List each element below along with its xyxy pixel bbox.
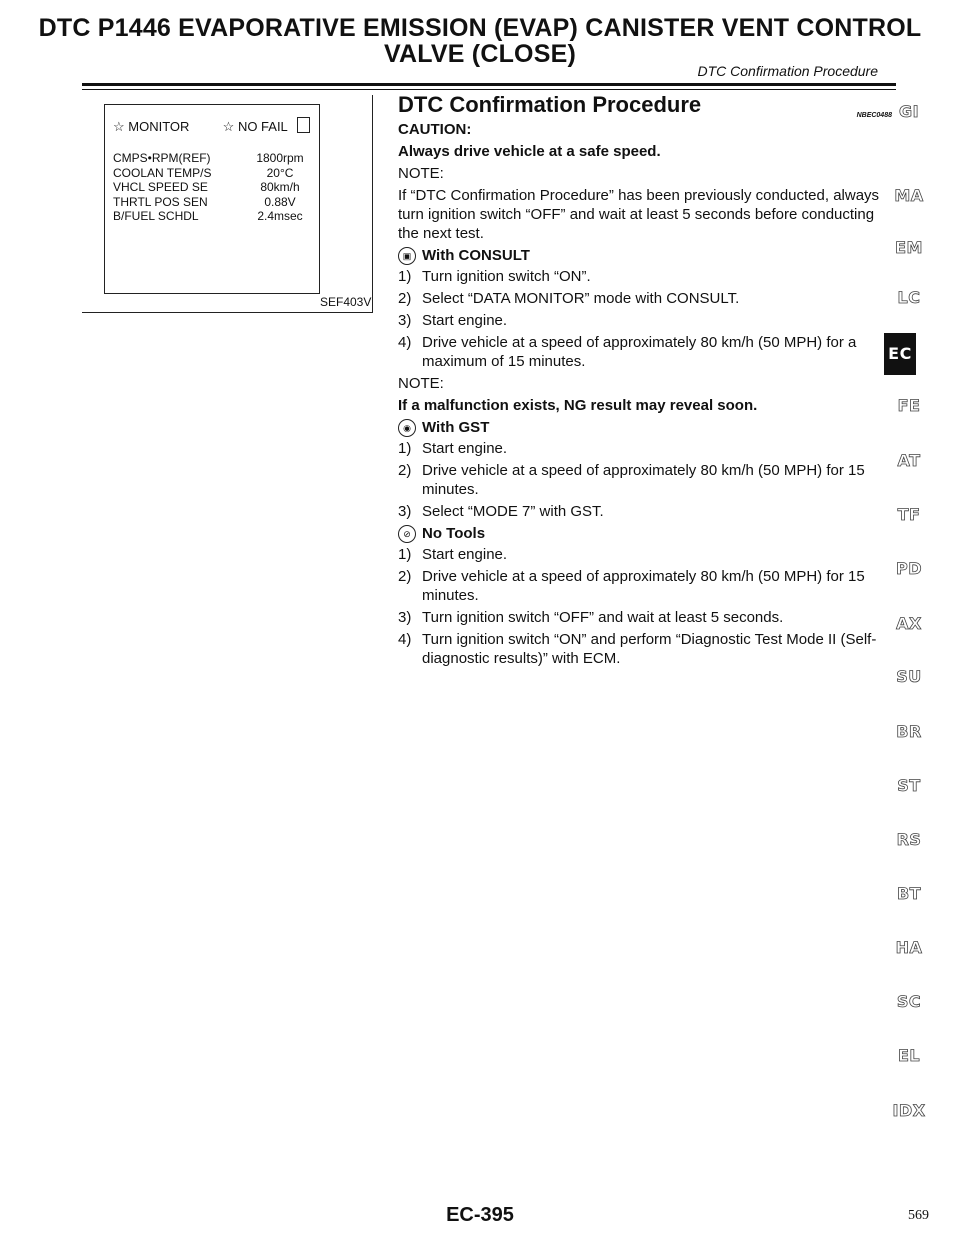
procedure-step: 1) Turn ignition switch “ON”. xyxy=(398,267,896,286)
consult-title-text: With CONSULT xyxy=(422,247,530,264)
monitor-item-name: THRTL POS SEN xyxy=(113,194,208,209)
no-tools-section-title xyxy=(398,524,896,543)
gst-icon: ◉ xyxy=(398,419,416,437)
monitor-item-value: 20°C xyxy=(266,165,294,180)
procedure-step: 3) Turn ignition switch “OFF” and wait at least 5 seconds. xyxy=(398,608,896,627)
step-text: Select “DATA MONITOR” mode with CONSULT. xyxy=(422,290,740,307)
step-text: Start engine. xyxy=(422,312,508,329)
procedure-step: 2) Drive vehicle at a speed of approximately 80 km/h (50 MPH) for 15 minutes. xyxy=(398,567,896,605)
caution-text: Always drive vehicle at a safe speed. xyxy=(398,143,661,160)
tab-rs[interactable]: RS xyxy=(896,830,922,849)
gst-title-text: With GST xyxy=(422,419,490,436)
note-text: If a malfunction exists, NG result may reveal soon. xyxy=(398,397,758,414)
caution-label: CAUTION: xyxy=(398,121,472,138)
monitor-label: ☆ MONITOR xyxy=(113,119,190,134)
tab-sc[interactable]: SC xyxy=(896,992,922,1011)
tab-idx[interactable]: IDX xyxy=(892,1101,926,1120)
procedure-step: 1) Start engine. xyxy=(398,545,896,564)
step-text: Drive vehicle at a speed of approximately 80 km/h (50 MPH) for 15 minutes. xyxy=(422,462,865,498)
monitor-header xyxy=(113,117,310,135)
monitor-row xyxy=(113,195,315,210)
page-code: EC-395 xyxy=(446,1204,514,1226)
tab-ax[interactable]: AX xyxy=(896,614,922,633)
tab-br[interactable]: BR xyxy=(896,722,922,741)
monitor-row xyxy=(113,209,315,224)
monitor-row xyxy=(113,166,315,181)
note-text: If “DTC Confirmation Procedure” has been previously conducted, always turn ignition switch “OFF” and wait at least 5 seconds before conducting the next test. xyxy=(398,187,880,242)
procedure-step: 4) Drive vehicle at a speed of approximately 80 km/h (50 MPH) for a maximum of 15 minutes. xyxy=(398,333,896,371)
tab-ec-active[interactable]: EC xyxy=(884,333,916,375)
procedure-step: 4) Turn ignition switch “ON” and perform “Diagnostic Test Mode II (Self-diagnostic results)” with ECM. xyxy=(398,630,896,668)
monitor-item-value: 0.88V xyxy=(264,194,296,209)
no-fail-label: ☆ NO FAIL xyxy=(222,119,288,134)
figure-id: SEF403V xyxy=(320,295,372,309)
monitor-item-name: CMPS•RPM(REF) xyxy=(113,151,211,165)
reference-code: NBEC0488 xyxy=(856,112,892,119)
section-heading: DTC Confirmation Procedure xyxy=(398,92,702,117)
tab-su[interactable]: SU xyxy=(896,667,922,686)
monitor-item-name: VHCL SPEED SE xyxy=(113,180,208,194)
note-label: NOTE: xyxy=(398,375,444,392)
tab-st[interactable]: ST xyxy=(897,776,921,795)
procedure-step: 3) Start engine. xyxy=(398,311,896,330)
step-text: Start engine. xyxy=(422,440,508,457)
procedure-step: 2) Select “DATA MONITOR” mode with CONSULT. xyxy=(398,289,896,308)
step-text: Drive vehicle at a speed of approximately 80 km/h (50 MPH) for 15 minutes. xyxy=(422,568,865,604)
section-subtitle: DTC Confirmation Procedure xyxy=(697,63,878,79)
monitor-item-name: COOLAN TEMP/S xyxy=(113,165,212,180)
procedure-step: 3) Select “MODE 7” with GST. xyxy=(398,502,896,521)
procedure-step: 2) Drive vehicle at a speed of approximately 80 km/h (50 MPH) for 15 minutes. xyxy=(398,461,896,499)
tab-gi[interactable]: GI xyxy=(898,102,920,121)
page-number: 569 xyxy=(908,1208,929,1223)
step-text: Turn ignition switch “ON”. xyxy=(422,268,591,285)
consult-icon: ▣ xyxy=(398,247,416,265)
procedure-step: 1) Start engine. xyxy=(398,439,896,458)
tab-em[interactable]: EM xyxy=(895,238,923,257)
step-text: Turn ignition switch “ON” and perform “Diagnostic Test Mode II (Self-diagnostic results)” with ECM. xyxy=(422,631,877,667)
tab-el[interactable]: EL xyxy=(897,1046,921,1065)
monitor-item-value: 2.4msec xyxy=(257,209,303,223)
step-text: Select “MODE 7” with GST. xyxy=(422,503,604,520)
step-text: Drive vehicle at a speed of approximately 80 km/h (50 MPH) for a maximum of 15 minutes. xyxy=(422,334,857,370)
consult-section-title xyxy=(398,246,896,265)
header-rule xyxy=(82,83,896,86)
monitor-row xyxy=(113,151,315,166)
monitor-screen xyxy=(104,104,320,294)
tab-at[interactable]: AT xyxy=(897,451,921,470)
record-checkbox xyxy=(297,117,310,133)
tab-pd[interactable]: PD xyxy=(895,559,922,578)
monitor-data-table xyxy=(113,151,315,224)
page-title-line2: VALVE (CLOSE) xyxy=(384,40,576,68)
tab-lc[interactable]: LC xyxy=(897,288,921,307)
tab-tf[interactable]: TF xyxy=(897,505,921,524)
tab-ma[interactable]: MA xyxy=(894,186,924,205)
tab-fe[interactable]: FE xyxy=(897,396,921,415)
page-title-line1: DTC P1446 EVAPORATIVE EMISSION (EVAP) CANISTER VENT CONTROL xyxy=(38,14,922,42)
gst-section-title xyxy=(398,418,896,437)
no-tools-title-text: No Tools xyxy=(422,525,486,542)
monitor-item-name: B/FUEL SCHDL xyxy=(113,209,199,223)
procedure-column xyxy=(398,92,896,671)
step-text: Turn ignition switch “OFF” and wait at least 5 seconds. xyxy=(422,609,784,626)
tab-bt[interactable]: BT xyxy=(896,884,922,903)
step-text: Start engine. xyxy=(422,546,508,563)
monitor-item-value: 1800rpm xyxy=(256,151,304,165)
tab-ha[interactable]: HA xyxy=(895,938,923,957)
monitor-row xyxy=(113,180,315,195)
header-rule-thin xyxy=(82,89,896,90)
note-label: NOTE: xyxy=(398,165,444,182)
no-tools-icon: ⊘ xyxy=(398,525,416,543)
monitor-item-value: 80km/h xyxy=(260,180,300,194)
